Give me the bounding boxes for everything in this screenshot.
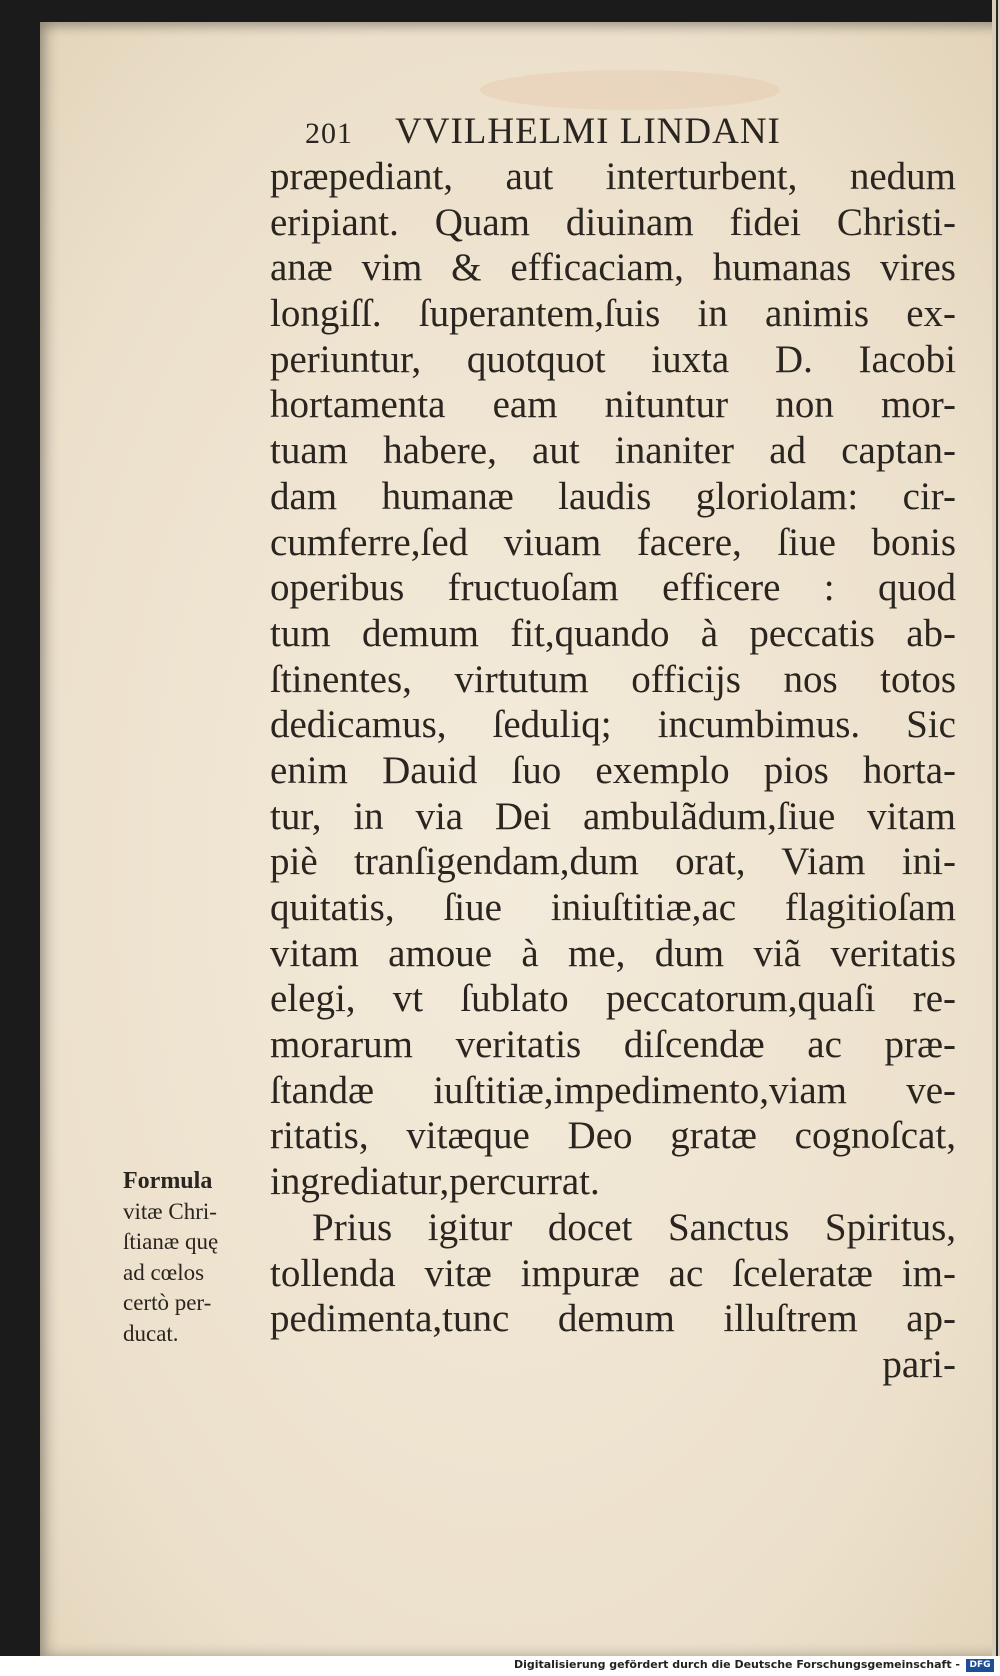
- dfg-logo: DFG: [966, 1659, 994, 1672]
- text-line: tur, in via Dei ambulãdum,ſiue vitam: [270, 794, 956, 838]
- text-line: Prius igitur docet Sanctus Spiritus,: [312, 1205, 956, 1249]
- text-line: operibus fructuoſam efficere : quod: [270, 566, 956, 610]
- margin-note: [123, 1166, 273, 1349]
- catchword: pari-: [882, 1342, 956, 1386]
- body-text: [270, 154, 956, 1388]
- text-line: cumferre,ſed viuam facere, ſiue bonis: [270, 520, 956, 564]
- text-line: ſtinentes, virtutum officijs nos totos: [270, 657, 956, 701]
- running-header: [305, 110, 781, 153]
- page-number: 201: [305, 117, 353, 150]
- text-line: tuam habere, aut inaniter ad captan-: [270, 429, 956, 473]
- text-line: vitam amoue à me, dum viã veritatis: [270, 931, 956, 975]
- text-line: periuntur, quotquot iuxta D. Iacobi: [270, 337, 956, 381]
- text-line: ingrediatur,percurrat.: [270, 1160, 600, 1204]
- text-line: præpediant, aut interturbent, nedum: [270, 155, 956, 198]
- footer-bar: [0, 1656, 1000, 1676]
- text-line: elegi, vt ſublato peccatorum,quaſi re-: [270, 977, 956, 1021]
- text-line: pedimenta,tunc demum illuſtrem ap-: [270, 1297, 956, 1341]
- margin-note-line: certò per-: [123, 1290, 212, 1315]
- text-line: eripiant. Quam diuinam fidei Christi-: [270, 200, 956, 244]
- page-edge-line: [996, 0, 998, 1656]
- margin-note-line: ad cœlos: [123, 1259, 205, 1285]
- margin-note-line: ſtianæ quę: [123, 1229, 219, 1254]
- margin-note-line: Formula: [123, 1168, 213, 1194]
- text-line: tum demum fit,quando à peccatis ab-: [270, 611, 956, 655]
- text-line: tollenda vitæ impuræ ac ſceleratæ im-: [270, 1251, 956, 1295]
- margin-note-line: vitæ Chri-: [123, 1198, 217, 1224]
- running-title: VVILHELMI LINDANI: [395, 111, 781, 152]
- text-line: quitatis, ſiue iniuſtitiæ,ac flagitioſam: [270, 886, 956, 929]
- text-line: enim Dauid ſuo exemplo pios horta-: [270, 748, 956, 792]
- text-line: morarum veritatis diſcendæ ac præ-: [270, 1023, 956, 1067]
- text-line: ſtandæ iuſtitiæ,impedimento,viam ve-: [270, 1068, 956, 1112]
- text-line: anæ vim & efficaciam, humanas vires: [270, 246, 956, 290]
- paper-stain: [480, 70, 780, 110]
- funding-notice: Digitalisierung gefördert durch die Deutsche Forschungsgemeinschaft -: [513, 1658, 960, 1671]
- text-line: ritatis, vitæque Deo gratæ cognoſcat,: [270, 1114, 956, 1158]
- text-line: piè tranſigendam,dum orat, Viam ini-: [270, 840, 956, 884]
- text-line: dedicamus, ſeduliq; incumbimus. Sic: [270, 703, 956, 747]
- text-line: longiſſ. ſuperantem,ſuis in animis ex-: [270, 292, 956, 336]
- text-line: hortamenta eam nituntur non mor-: [270, 383, 956, 427]
- margin-note-line: ducat.: [123, 1320, 179, 1346]
- text-line: dam humanæ laudis gloriolam: cir-: [270, 474, 956, 518]
